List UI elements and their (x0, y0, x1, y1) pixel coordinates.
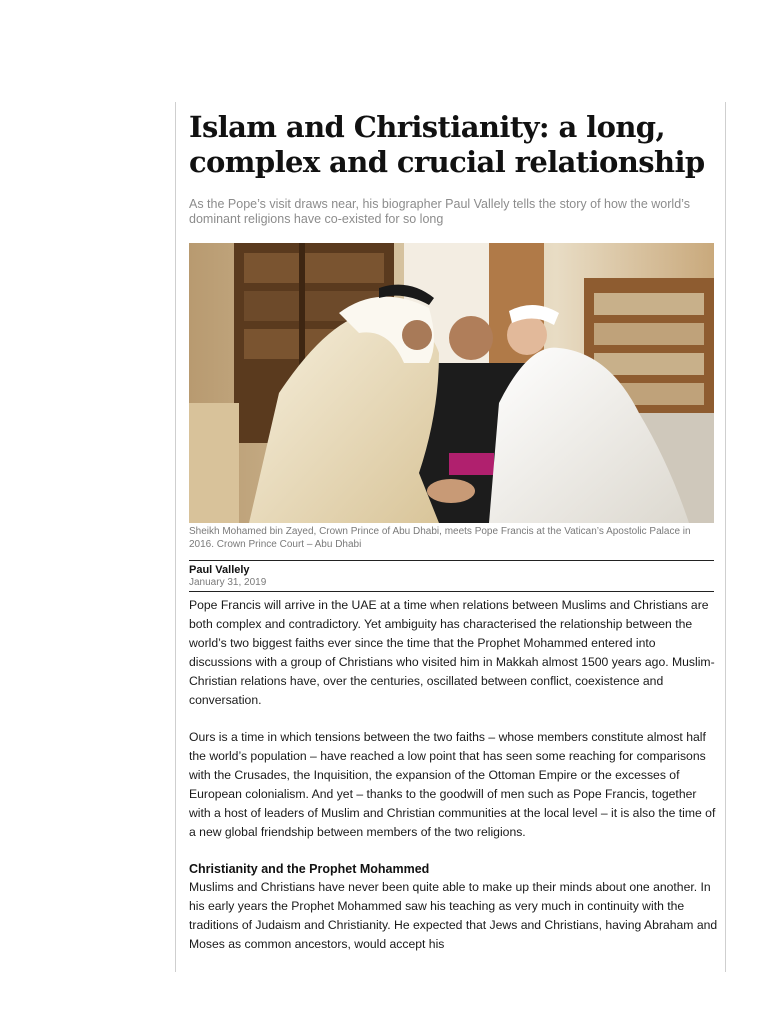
article (189, 110, 714, 592)
author-name[interactable]: Paul Vallely (189, 564, 250, 576)
paragraph: Muslims and Christians have never been quite able to make up their minds about one another. In his early years the Prophet Mohammed saw his teaching as very much in continuity with the traditions of Judaism and Christianity. He expected that Jews and Christians, having Abraham and Moses as common ancestors, would accept his (189, 880, 718, 951)
paragraph: Ours is a time in which tensions between the two faiths – whose members constitute almost half the world’s population – have reached a low point that has seen some reaching for comparisons with the Crusades, the Inquisition, the expansion of the Ottoman Empire or the excesses of European colonialism. And yet – thanks to the goodwill of men such as Pope Francis, together with a host of leaders of Muslim and Christian communities at the local level – it is also the time of a new global friendship between members of the two religions. (189, 730, 716, 839)
hero-photo (189, 243, 714, 523)
publish-date: January 31, 2019 (189, 577, 267, 588)
standfirst: As the Pope’s visit draws near, his biographer Paul Vallely tells the story of how the world’s dominant religions have co-existed for so long (189, 197, 690, 226)
headline: Islam and Christianity: a long, complex and crucial relationship (189, 110, 705, 179)
article-body-viewport (189, 596, 719, 974)
section-subheading: Christianity and the Prophet Mohammed (189, 862, 430, 876)
paragraph: Pope Francis will arrive in the UAE at a time when relations between Muslims and Christians are both complex and contradictory. Yet ambiguity has characterised the relationship between the world’s two biggest faiths ever since the time that the Prophet Mohammed entered into discussions with a group of Christians who visited him in Makkah almost 1500 years ago. Muslim-Christian relations have, over the centuries, oscillated between conflict, coexistence and conversation. (189, 598, 715, 707)
article-body (189, 596, 719, 954)
image-caption: Sheikh Mohamed bin Zayed, Crown Prince of Abu Dhabi, meets Pope Francis at the Vatican’s Apostolic Palace in 2016. Crown Prince Court – Abu Dhabi (189, 526, 691, 550)
byline (189, 560, 714, 592)
